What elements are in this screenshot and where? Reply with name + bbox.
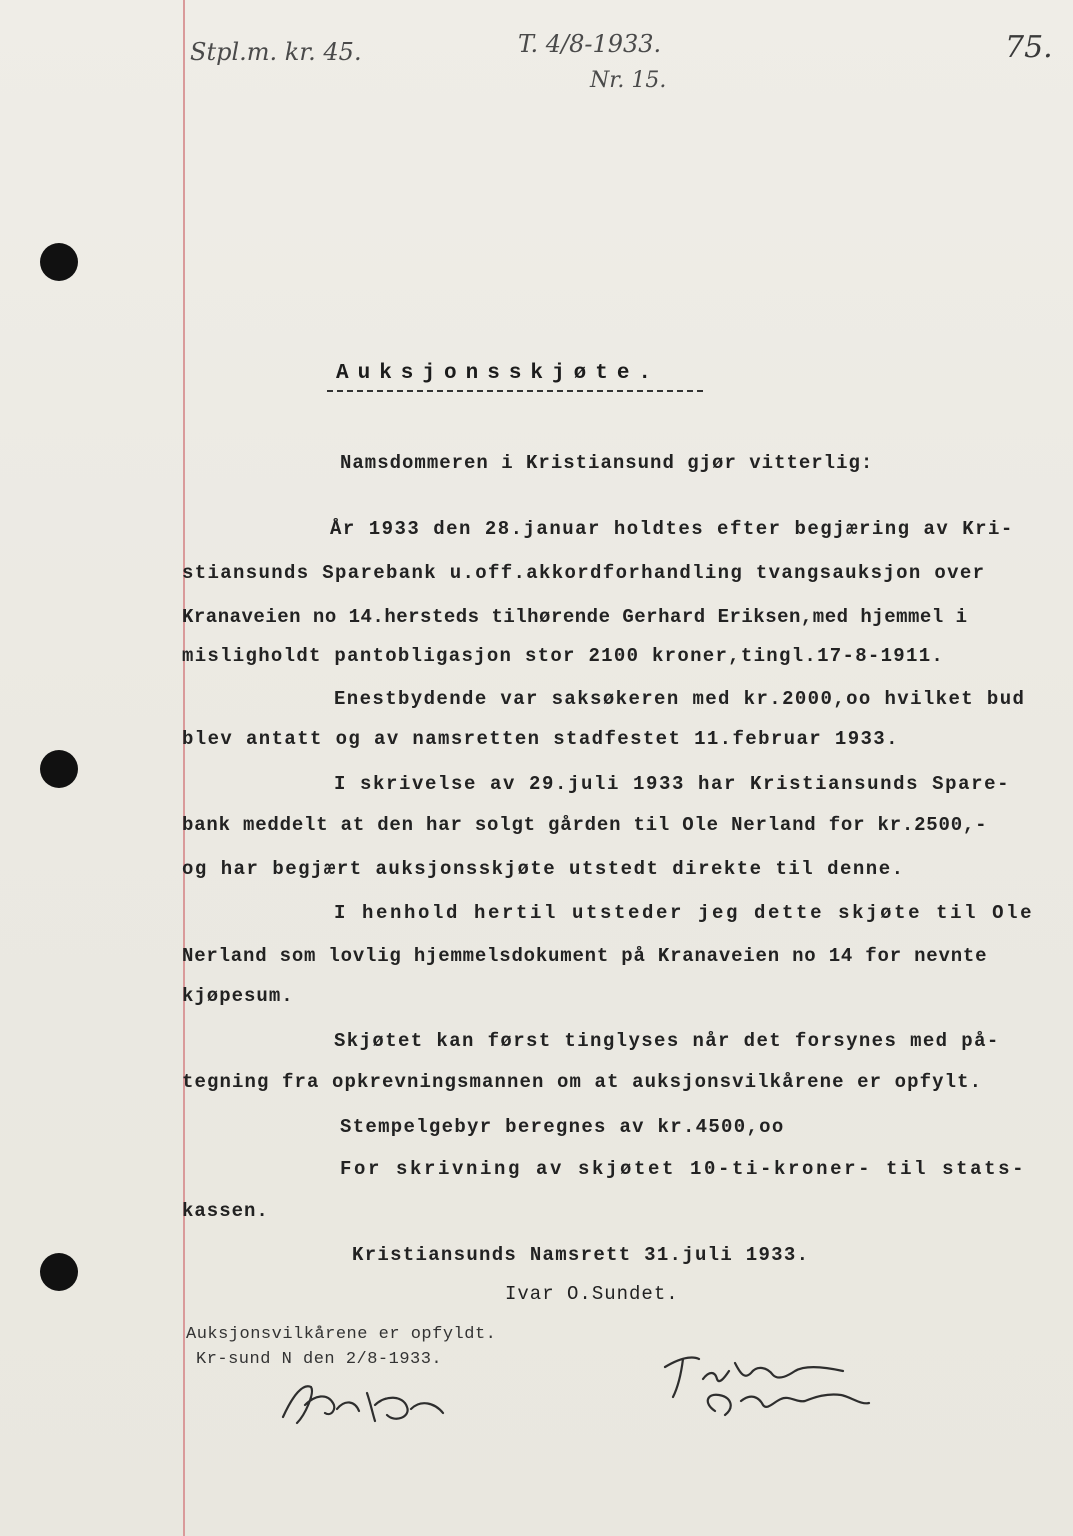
number-note: Nr. 15. bbox=[590, 68, 667, 93]
date-note: T. 4/8-1933. bbox=[518, 30, 662, 58]
text-line: For skrivning av skjøtet 10-ti-kroner- til stats- bbox=[340, 1158, 1027, 1180]
signature-place-date: Kristiansunds Namsrett 31.juli 1933. bbox=[352, 1244, 810, 1266]
footer-note: Auksjonsvilkårene er opfyldt. bbox=[186, 1325, 497, 1344]
text-line: Namsdommeren i Kristiansund gjør vitterlig: bbox=[340, 452, 874, 474]
text-line: blev antatt og av namsretten stadfestet 11.februar 1933. bbox=[182, 728, 899, 750]
text-line: bank meddelt at den har solgt gården til Ole Nerland for kr.2500,- bbox=[182, 814, 988, 836]
signatory-name: Ivar O.Sundet. bbox=[505, 1283, 679, 1305]
text-line: I henhold hertil utsteder jeg dette skjøte til Ole bbox=[334, 902, 1035, 924]
handwritten-signature-right bbox=[655, 1345, 875, 1425]
margin-line bbox=[183, 0, 185, 1536]
text-line: Skjøtet kan først tinglyses når det forsynes med på- bbox=[334, 1030, 1000, 1052]
punch-hole bbox=[40, 1253, 78, 1291]
text-line: kassen. bbox=[182, 1200, 269, 1222]
punch-hole bbox=[40, 243, 78, 281]
text-line: I skrivelse av 29.juli 1933 har Kristiansunds Spare- bbox=[334, 773, 1011, 795]
text-line: tegning fra opkrevningsmannen om at auksjonsvilkårene er opfylt. bbox=[182, 1071, 983, 1093]
text-line: Enestbydende var saksøkeren med kr.2000,oo hvilket bud bbox=[334, 688, 1026, 710]
handwritten-signature-left bbox=[275, 1375, 455, 1435]
punch-hole bbox=[40, 750, 78, 788]
text-line: stiansunds Sparebank u.off.akkordforhandling tvangsauksjon over bbox=[182, 562, 986, 584]
page-number: 75. bbox=[1005, 30, 1053, 65]
footer-note-date: Kr-sund N den 2/8-1933. bbox=[196, 1350, 443, 1369]
text-line: Nerland som lovlig hjemmelsdokument på Kranaveien no 14 for nevnte bbox=[182, 945, 988, 967]
register-note: Stpl.m. kr. 45. bbox=[190, 38, 362, 66]
text-line: misligholdt pantobligasjon stor 2100 kroner,tingl.17-8-1911. bbox=[182, 645, 945, 667]
text-line: År 1933 den 28.januar holdtes efter begjæring av Kri- bbox=[330, 518, 1014, 540]
text-line: kjøpesum. bbox=[182, 985, 294, 1007]
text-line: Stempelgebyr beregnes av kr.4500,oo bbox=[340, 1116, 785, 1138]
text-line: Kranaveien no 14.hersteds tilhørende Gerhard Eriksen,med hjemmel i bbox=[182, 606, 968, 628]
title-underline bbox=[327, 390, 703, 392]
document-title: Auksjonsskjøte. bbox=[336, 362, 661, 385]
text-line: og har begjært auksjonsskjøte utstedt direkte til denne. bbox=[182, 858, 905, 880]
